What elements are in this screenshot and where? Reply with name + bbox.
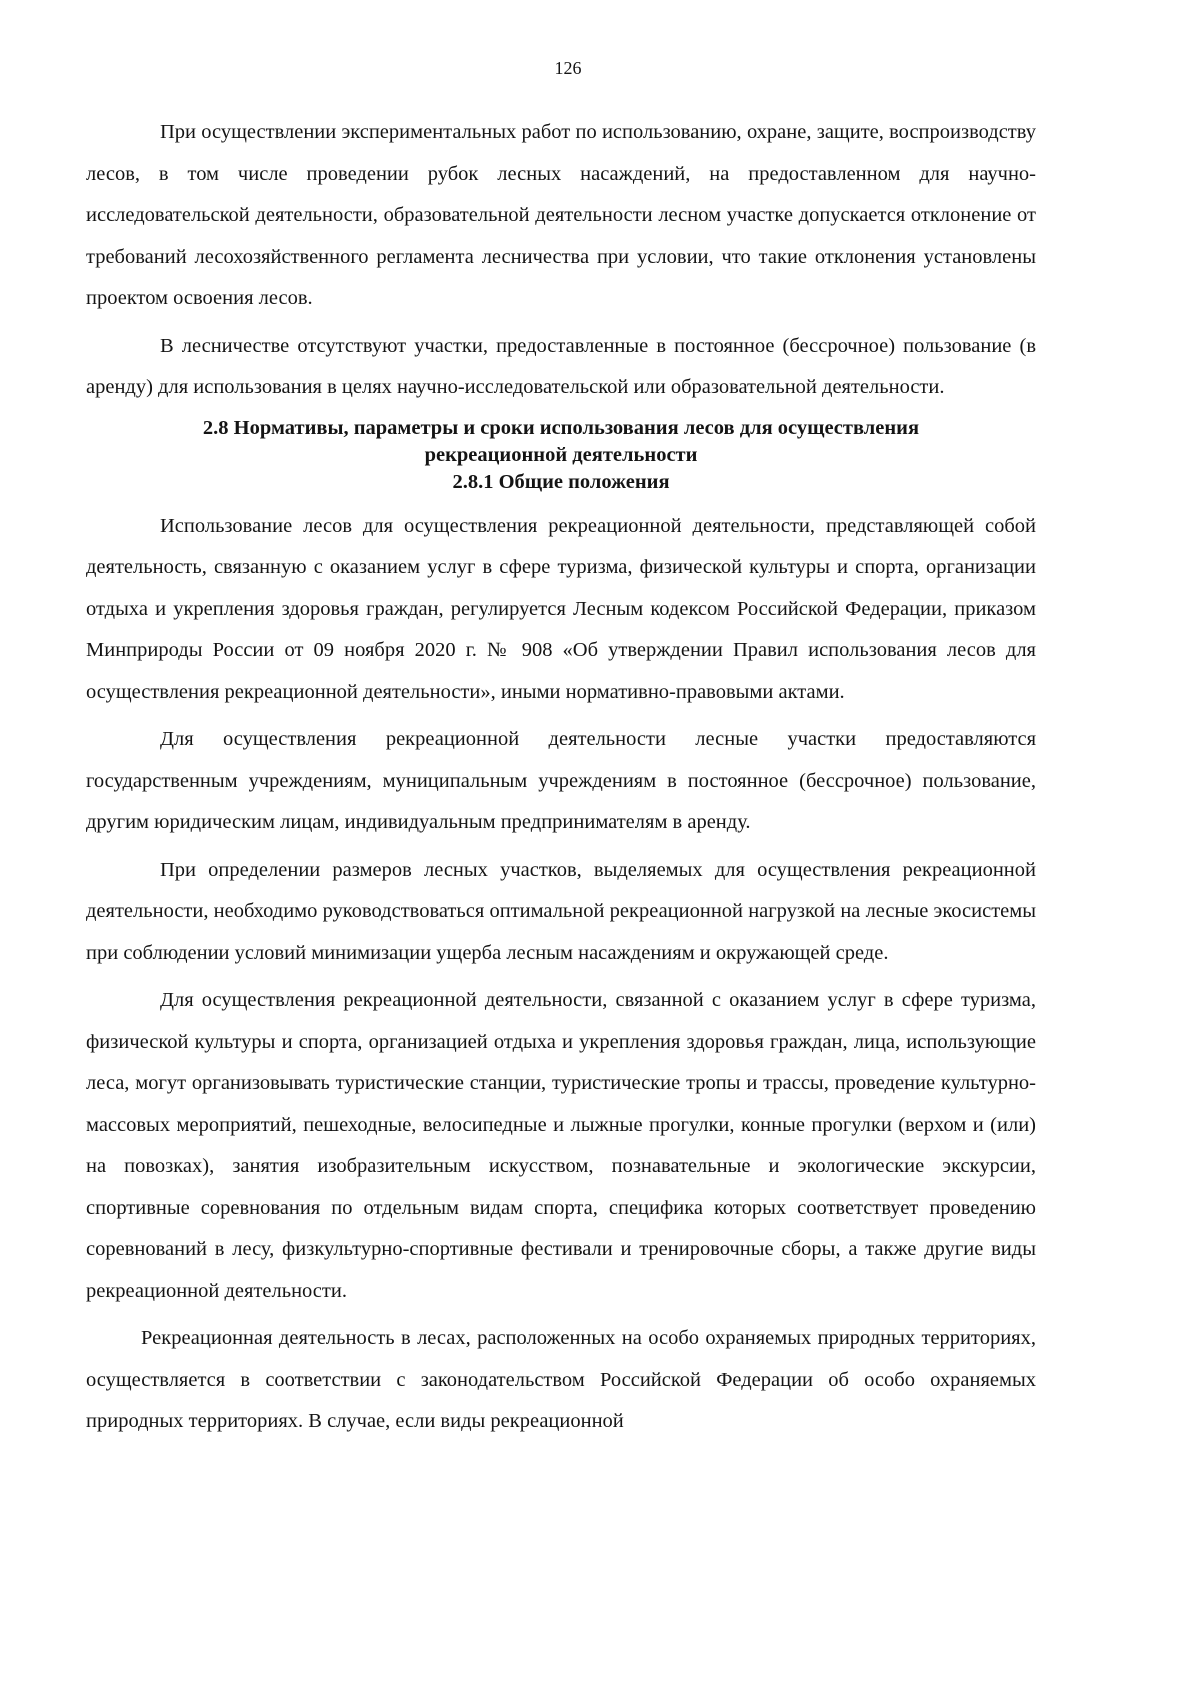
document-body [86, 112, 1036, 1449]
paragraph-experimental-works: При осуществлении экспериментальных работ по использованию, охране, защите, воспроизводству лесов, в том числе проведении рубок лесных насаждений, на предоставленном для научно-исследовательской деятельности, образовательной деятельности лесном участке допускается отклонение от требований лесохозяйственного регламента лесничества при условии, что такие отклонения установлены проектом освоения лесов. [86, 121, 1036, 309]
section-heading-block [86, 415, 1036, 496]
paragraph-plots-provision: Для осуществления рекреационной деятельности лесные участки предоставляются государственным учреждениям, муниципальным учреждениям в постоянное (бессрочное) пользование, другим юридическим лицам, индивидуальным предпринимателям в аренду. [86, 728, 1036, 833]
subsection-heading: 2.8.1 Общие положения [452, 470, 670, 493]
page-number: 126 [554, 58, 582, 78]
paragraph-plot-size: При определении размеров лесных участков, выделяемых для осуществления рекреационной деятельности, необходимо руководствоваться оптимальной рекреационной нагрузкой на лесные экосистемы при соблюдении условий минимизации ущерба лесным насаждениям и окружающей среде. [86, 858, 1036, 964]
paragraph-recreation-activities: Для осуществления рекреационной деятельности, связанной с оказанием услуг в сфере туризма, физической культуры и спорта, организацией отдыха и укрепления здоровья граждан, лица, использующие леса, могут организовывать туристические станции, туристические тропы и трассы, проведение культурно-массовых мероприятий, пешеходные, велосипедные и лыжные прогулки, конные прогулки (верхом и (или) на повозках), занятия изобразительным искусством, познавательные и экологические экскурсии, спортивные соревнования по отдельным видам спорта, специфика которых соответствует проведению соревнований в лесу, физкультурно-спортивные фестивали и тренировочные сборы, а также другие виды рекреационной деятельности. [86, 989, 1036, 1302]
section-heading-line-2: рекреационной деятельности [424, 443, 698, 466]
paragraph-protected-areas: Рекреационная деятельность в лесах, расположенных на особо охраняемых природных территориях, осуществляется в соответствии с законодательством Российской Федерации об особо охраняемых природных территориях. В случае, если виды рекреационной [86, 1327, 1036, 1432]
paragraph-forest-use-regulation: Использование лесов для осуществления рекреационной деятельности, представляющей собой деятельность, связанную с оказанием услуг в сфере туризма, физической культуры и спорта, организации отдыха и укрепления здоровья граждан, регулируется Лесным кодексом Российской Федерации, приказом Минприроды России от 09 ноября 2020 г. № 908 «Об утверждении Правил использования лесов для осуществления рекреационной деятельности», иными нормативно-правовыми актами. [86, 514, 1036, 703]
section-heading-line-1: 2.8 Нормативы, параметры и сроки использования лесов для осуществления [202, 416, 920, 439]
paragraph-no-plots: В лесничестве отсутствуют участки, предоставленные в постоянное (бессрочное) пользование (в аренду) для использования в целях научно-исследовательской или образовательной деятельности. [86, 334, 1036, 398]
